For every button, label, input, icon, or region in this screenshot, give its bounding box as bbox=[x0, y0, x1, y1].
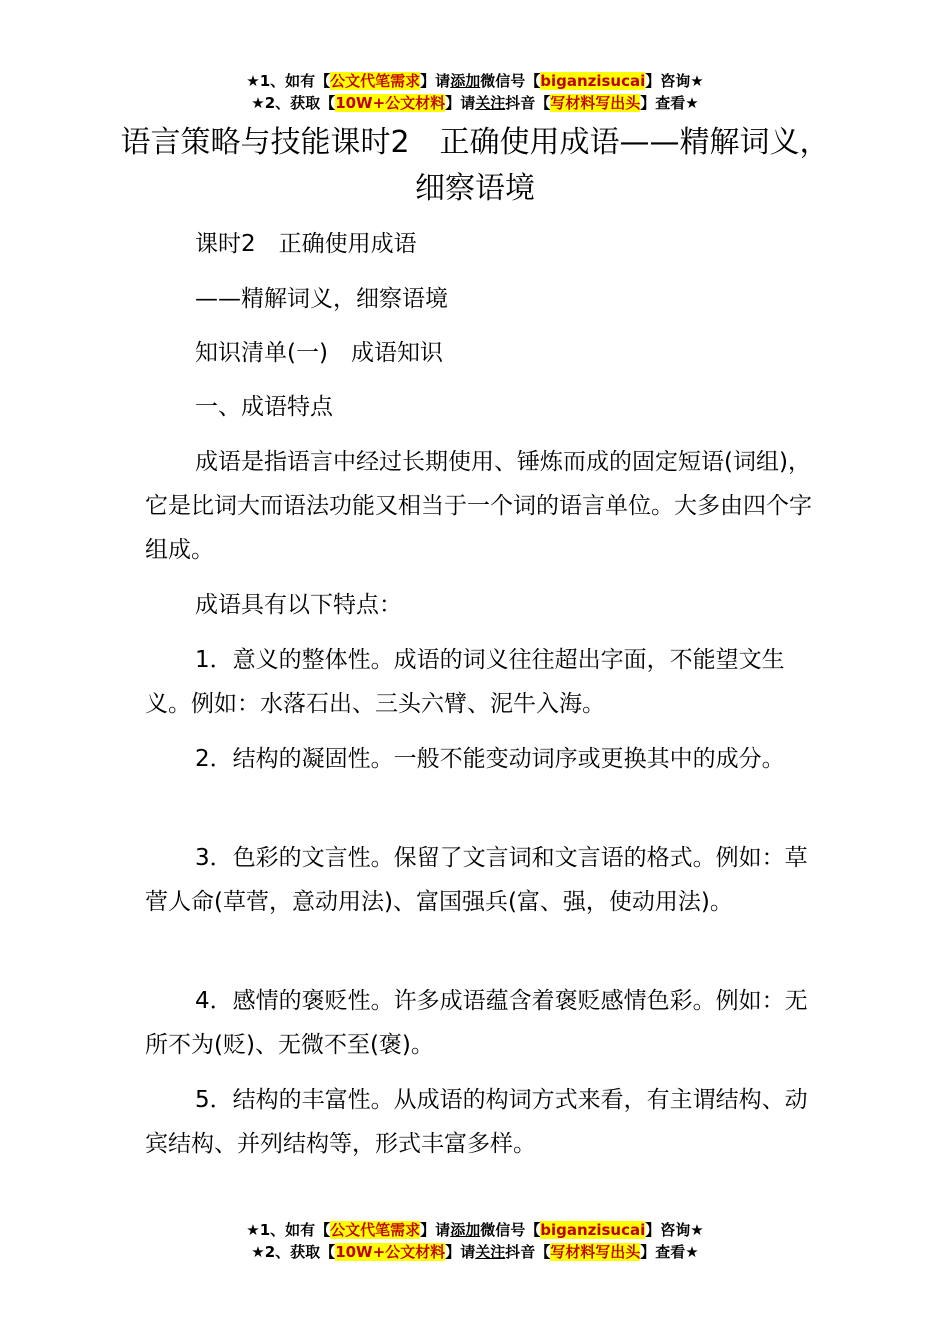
paragraph: ——精解词义，细察语境 bbox=[195, 286, 448, 312]
paragraph: 课时2 正确使用成语 bbox=[195, 231, 417, 257]
paragraph: 成语是指语言中经过长期使用、锤炼而成的固定短语(词组)，它是比词大而语法功能又相当于一个词的语言单位。大多由四个字组成。 bbox=[145, 449, 812, 563]
list-item: 1．意义的整体性。成语的词义往往超出字面，不能望文生义。例如：水落石出、三头六臂、泥牛入海。 bbox=[145, 647, 785, 717]
bottom-banner bbox=[0, 1219, 950, 1263]
paragraph: 成语具有以下特点： bbox=[195, 592, 402, 618]
section-heading: 一、成语特点 bbox=[195, 394, 333, 420]
banner-line-2: ★2、获取【10W+公文材料】请关注抖音【写材料写出头】查看★ bbox=[251, 94, 699, 112]
banner-line-1: ★1、如有【公文代笔需求】请添加微信号【biganzisucai】咨询★ bbox=[246, 72, 704, 90]
document-title: 语言策略与技能课时2 正确使用成语——精解词义，细察语境 bbox=[120, 125, 830, 206]
list-item: 3．色彩的文言性。保留了文言词和文言语的格式。例如：草菅人命(草菅，意动用法)、富国强兵(富、强，使动用法)。 bbox=[145, 845, 808, 915]
list-item: 5．结构的丰富性。从成语的构词方式来看，有主谓结构、动宾结构、并列结构等，形式丰富多样。 bbox=[145, 1087, 808, 1157]
top-banner bbox=[0, 70, 950, 114]
banner-line-1: ★1、如有【公文代笔需求】请添加微信号【biganzisucai】咨询★ bbox=[246, 1221, 704, 1239]
list-item: 4．感情的褒贬性。许多成语蕴含着褒贬感情色彩。例如：无所不为(贬)、无微不至(褒)。 bbox=[145, 988, 808, 1058]
list-item: 2．结构的凝固性。一般不能变动词序或更换其中的成分。 bbox=[195, 746, 785, 772]
paragraph: 知识清单(一) 成语知识 bbox=[195, 340, 443, 366]
banner-line-2: ★2、获取【10W+公文材料】请关注抖音【写材料写出头】查看★ bbox=[251, 1243, 699, 1261]
